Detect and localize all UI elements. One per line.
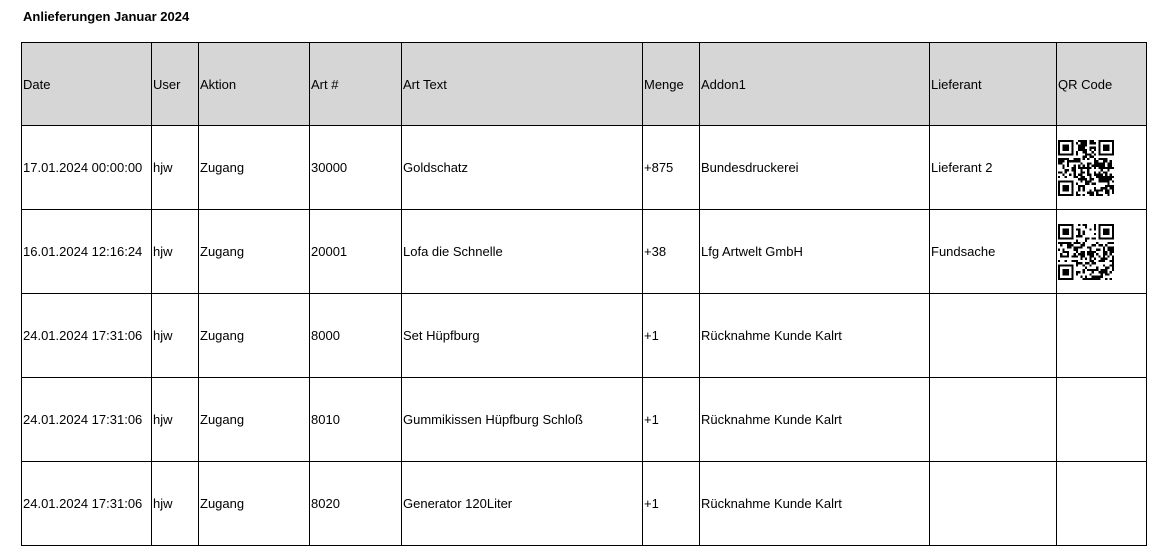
cell-addon1: Lfg Artwelt GmbH bbox=[700, 210, 930, 294]
qr-code-icon bbox=[1058, 140, 1114, 196]
cell-aktion: Zugang bbox=[199, 210, 310, 294]
column-header-menge: Menge bbox=[643, 43, 700, 126]
column-header-art-text: Art Text bbox=[402, 43, 643, 126]
cell-qr-code bbox=[1057, 294, 1147, 378]
cell-art-nr: 8010 bbox=[310, 378, 402, 462]
column-header-aktion: Aktion bbox=[199, 43, 310, 126]
cell-date: 24.01.2024 17:31:06 bbox=[22, 294, 152, 378]
cell-user: hjw bbox=[152, 126, 199, 210]
cell-art-nr: 30000 bbox=[310, 126, 402, 210]
cell-aktion: Zugang bbox=[199, 294, 310, 378]
cell-user: hjw bbox=[152, 294, 199, 378]
cell-user: hjw bbox=[152, 462, 199, 546]
header-row bbox=[22, 43, 1147, 126]
cell-date: 24.01.2024 17:31:06 bbox=[22, 378, 152, 462]
cell-qr-code bbox=[1057, 462, 1147, 546]
cell-qr-code bbox=[1057, 126, 1147, 210]
cell-menge: +875 bbox=[643, 126, 700, 210]
cell-aktion: Zugang bbox=[199, 126, 310, 210]
cell-art-text: Generator 120Liter bbox=[402, 462, 643, 546]
cell-art-nr: 8020 bbox=[310, 462, 402, 546]
cell-menge: +1 bbox=[643, 462, 700, 546]
cell-addon1: Rücknahme Kunde Kalrt bbox=[700, 378, 930, 462]
cell-aktion: Zugang bbox=[199, 378, 310, 462]
cell-aktion: Zugang bbox=[199, 462, 310, 546]
column-header-qr-code: QR Code bbox=[1057, 43, 1147, 126]
cell-art-nr: 20001 bbox=[310, 210, 402, 294]
cell-lieferant bbox=[930, 462, 1057, 546]
cell-date: 16.01.2024 12:16:24 bbox=[22, 210, 152, 294]
cell-user: hjw bbox=[152, 378, 199, 462]
cell-date: 24.01.2024 17:31:06 bbox=[22, 462, 152, 546]
cell-qr-code bbox=[1057, 210, 1147, 294]
cell-lieferant bbox=[930, 378, 1057, 462]
cell-date: 17.01.2024 00:00:00 bbox=[22, 126, 152, 210]
cell-menge: +1 bbox=[643, 378, 700, 462]
cell-addon1: Rücknahme Kunde Kalrt bbox=[700, 462, 930, 546]
cell-lieferant: Lieferant 2 bbox=[930, 126, 1057, 210]
cell-art-nr: 8000 bbox=[310, 294, 402, 378]
table-row bbox=[22, 210, 1147, 294]
cell-menge: +38 bbox=[643, 210, 700, 294]
table-row bbox=[22, 294, 1147, 378]
cell-user: hjw bbox=[152, 210, 199, 294]
cell-qr-code bbox=[1057, 378, 1147, 462]
cell-lieferant bbox=[930, 294, 1057, 378]
column-header-lieferant: Lieferant bbox=[930, 43, 1057, 126]
cell-art-text: Goldschatz bbox=[402, 126, 643, 210]
deliveries-table bbox=[21, 42, 1147, 546]
table-row bbox=[22, 378, 1147, 462]
cell-art-text: Set Hüpfburg bbox=[402, 294, 643, 378]
column-header-user: User bbox=[152, 43, 199, 126]
cell-art-text: Lofa die Schnelle bbox=[402, 210, 643, 294]
cell-menge: +1 bbox=[643, 294, 700, 378]
report-title: Anlieferungen Januar 2024 bbox=[23, 9, 190, 24]
table-row bbox=[22, 126, 1147, 210]
cell-addon1: Bundesdruckerei bbox=[700, 126, 930, 210]
column-header-date: Date bbox=[22, 43, 152, 126]
cell-art-text: Gummikissen Hüpfburg Schloß bbox=[402, 378, 643, 462]
cell-lieferant: Fundsache bbox=[930, 210, 1057, 294]
column-header-addon1: Addon1 bbox=[700, 43, 930, 126]
table-row bbox=[22, 462, 1147, 546]
qr-code-icon bbox=[1058, 224, 1114, 280]
column-header-art-nr: Art # bbox=[310, 43, 402, 126]
cell-addon1: Rücknahme Kunde Kalrt bbox=[700, 294, 930, 378]
